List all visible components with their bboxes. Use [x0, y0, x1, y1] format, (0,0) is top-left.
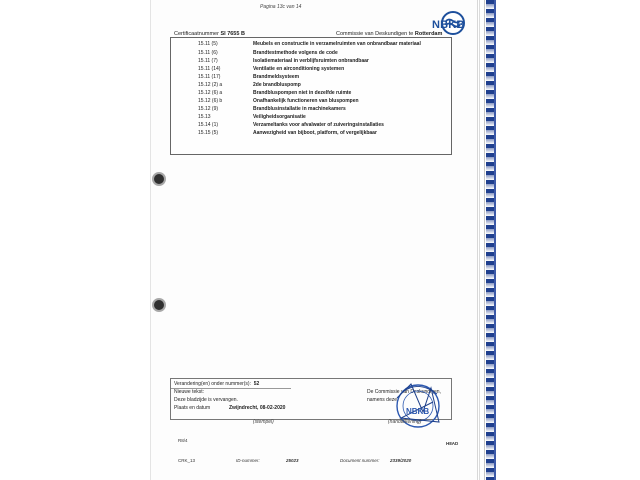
page-edge: [479, 0, 480, 480]
commission-signoff-1: De Commissie van Deskundigen,: [367, 389, 441, 395]
punch-hole-bottom: [152, 298, 166, 312]
binding-spine-edge: [494, 0, 496, 480]
place-date-label: Plaats en datum: [174, 405, 211, 411]
changes-line: Verandering(en) onder nummer(s): 52: [174, 381, 260, 387]
binder-edge: [484, 0, 485, 480]
commission-prefix: Commissie van Deskundigen te: [336, 31, 414, 37]
certificate-number: SI 7655 B: [220, 31, 245, 37]
certificate-label: Certificaatnummer: [174, 31, 219, 37]
document-number-value: 2339/2020: [390, 458, 412, 463]
form-code: CRK_13: [178, 458, 196, 463]
replaced-text: Deze bladzijde is vervangen.: [174, 397, 238, 403]
document-number-label: Document nummer:: [340, 458, 380, 463]
place-date-value: Zwijndrecht, 08-02-2020: [229, 405, 286, 411]
id-label: ID-nummer:: [236, 458, 260, 463]
page-number: Pagina 13c van 14: [260, 4, 302, 10]
id-value: 25023: [286, 458, 299, 463]
requirements-table: 15.11 (5) Meubels en constructie in verzamelruimten van onbrandbaar materiaal 15.11 (6) Brandtestmethode volgens de code 15.11 (7) Isolatiemateriaal in verblijfsruimten onbrandbaar 15.11 (14) Ventilatie en airconditioning systemen 15.11 (17) Brandmeldsysteem 15.12 (2) a 2de brandbluspomp 15.12 (6) a Brandbluspompen niet in dezelfde ruimte 15.12 (6) b Onafhankelijk functioneren van bluspompen 15.12 (9) Brandblusinstallatie in machinekamers 15.13 Veiligheidsorganisatie 15.14 (1) Verzameltanks voor afvalwater of zuiveringsinstallaties 15.15 (5) Aanwezigheid van bijboot, platform, of vergelijkbaar: [170, 37, 452, 155]
stamp-label: (stempel): [253, 419, 274, 425]
stamp-text: NBKB: [406, 407, 430, 416]
commission-signoff-2: namens deze,: [367, 397, 399, 403]
sign-mark: H8AD: [446, 441, 459, 446]
signature-label: (handtekening): [388, 419, 422, 425]
punch-hole-top: [152, 172, 166, 186]
binding-spine: [486, 0, 494, 480]
page-code: R8/4: [178, 438, 188, 443]
new-text-label: Nieuwe tekst:: [174, 389, 205, 395]
commission-city: Rotterdam: [414, 31, 443, 37]
logo-text: NBKB: [432, 19, 465, 31]
